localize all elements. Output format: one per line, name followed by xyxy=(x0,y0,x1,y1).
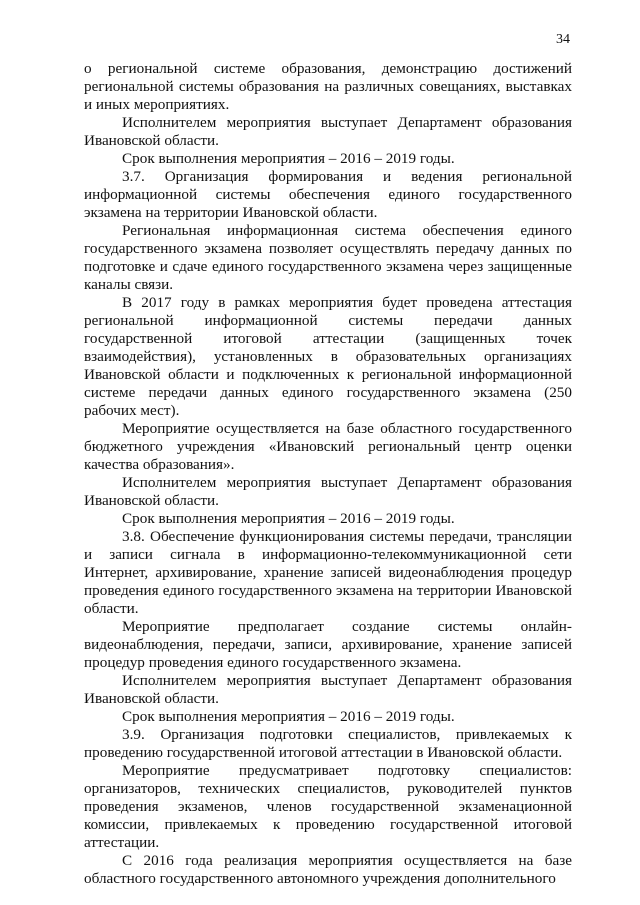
document-body xyxy=(84,60,572,888)
paragraph: Исполнителем мероприятия выступает Департамент образования Ивановской области. xyxy=(84,474,572,509)
page-number: 34 xyxy=(556,32,570,47)
paragraph: Срок выполнения мероприятия – 2016 – 2019 годы. xyxy=(122,510,455,527)
paragraph: о региональной системе образования, демонстрацию достижений региональной системы образования на различных совещаниях, выставках и иных мероприятиях. xyxy=(84,60,572,113)
paragraph: Исполнителем мероприятия выступает Департамент образования Ивановской области. xyxy=(84,672,572,707)
paragraph: Исполнителем мероприятия выступает Департамент образования Ивановской области. xyxy=(84,114,572,149)
paragraph: Срок выполнения мероприятия – 2016 – 2019 годы. xyxy=(122,708,455,725)
paragraph: Мероприятие предполагает создание системы онлайн-видеонаблюдения, передачи, записи, архивирование, хранение записей процедур проведения единого государственного экзамена. xyxy=(84,618,572,671)
paragraph: Мероприятие осуществляется на базе областного государственного бюджетного учреждения «Ивановский региональный центр оценки качества образования». xyxy=(84,420,572,473)
paragraph: В 2017 году в рамках мероприятия будет проведена аттестация региональной информационной системы передачи данных государственной итоговой аттестации (защищенных точек взаимодействия), установленных в образовательных организациях Ивановской области и подключенных к региональной информационной системе передачи данных единого государственного экзамена (250 рабочих мест). xyxy=(84,294,572,419)
paragraph: Срок выполнения мероприятия – 2016 – 2019 годы. xyxy=(122,150,455,167)
section-heading-3-8: 3.8. Обеспечение функционирования системы передачи, трансляции и записи сигнала в информационно-телекоммуникационной сети Интернет, архивирование, хранение записей видеонаблюдения процедур проведения единого государственного экзамена на территории Ивановской области. xyxy=(84,528,572,617)
section-heading-3-9: 3.9. Организация подготовки специалистов, привлекаемых к проведению государственной итоговой аттестации в Ивановской области. xyxy=(84,726,572,761)
section-heading-3-7: 3.7. Организация формирования и ведения региональной информационной системы обеспечения единого государственного экзамена на территории Ивановской области. xyxy=(84,168,572,221)
paragraph: Мероприятие предусматривает подготовку специалистов: организаторов, технических специалистов, руководителей пунктов проведения экзаменов, членов государственной экзаменационной комиссии, привлекаемых к проведению государственной итоговой аттестации. xyxy=(84,762,572,851)
paragraph: Региональная информационная система обеспечения единого государственного экзамена позволяет осуществлять передачу данных по подготовке и сдаче единого государственного экзамена через защищенные каналы связи. xyxy=(84,222,572,293)
paragraph: С 2016 года реализация мероприятия осуществляется на базе областного государственного автономного учреждения дополнительного xyxy=(84,852,572,887)
